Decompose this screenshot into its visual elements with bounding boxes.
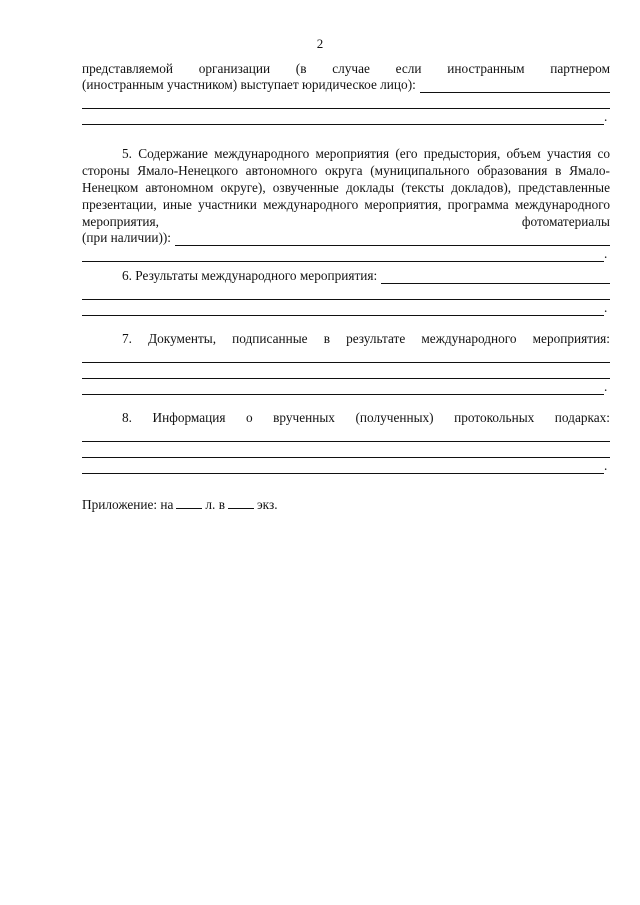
fill-blank[interactable]	[82, 426, 610, 442]
section-8-label: 8. Информация о врученных (полученных) протокольных подарках:	[122, 410, 610, 425]
end-punct: .	[604, 109, 608, 124]
section-6-label: 6. Результаты международного мероприятия:	[122, 268, 378, 283]
end-punct: .	[604, 246, 608, 261]
end-punct: .	[604, 300, 608, 315]
section-5-last-line	[82, 230, 610, 246]
fill-blank[interactable]	[175, 233, 610, 246]
fill-blank-end	[82, 109, 610, 125]
appendix-prefix: Приложение: на	[82, 497, 174, 512]
end-punct: .	[604, 458, 608, 473]
appendix-suffix: экз.	[256, 497, 278, 512]
fill-blank[interactable]	[420, 80, 610, 93]
fill-blank[interactable]	[82, 347, 610, 363]
sheets-count-blank[interactable]	[176, 496, 202, 509]
end-punct: .	[604, 379, 608, 394]
section-5-label: (при наличии)):	[82, 230, 171, 245]
intro-label: (иностранным участником) выступает юридическое лицо):	[82, 77, 416, 92]
fill-blank-end	[82, 246, 610, 262]
appendix-line	[82, 496, 610, 513]
page-number: 2	[316, 36, 324, 51]
fill-blank-end	[82, 458, 610, 474]
intro-line-2	[82, 77, 610, 93]
intro-line-1: представляемой организации (в случае если иностранным партнером	[82, 61, 610, 76]
fill-blank[interactable]	[82, 284, 610, 300]
fill-blank[interactable]	[82, 461, 604, 474]
fill-blank[interactable]	[82, 442, 610, 458]
section-7-label: 7. Документы, подписанные в результате международного мероприятия:	[122, 331, 610, 346]
section-6-heading	[82, 268, 610, 284]
fill-blank[interactable]	[82, 249, 604, 262]
fill-blank-end	[82, 379, 610, 395]
fill-blank[interactable]	[82, 303, 604, 316]
fill-blank[interactable]	[82, 93, 610, 109]
fill-blank[interactable]	[82, 363, 610, 379]
copies-count-blank[interactable]	[228, 496, 254, 509]
appendix-middle: л. в	[205, 497, 225, 512]
section-5-text: 5. Содержание международного мероприятия (его предыстория, объем участия со стороны Ямало-Ненецкого автономного округа (муниципального образования в Ямало-Ненецком автономном округе), озвученные доклады (тексты докладов), представленные презентации, иные участники международного мероприятия, программа международного мероприятия, фотоматериалы	[82, 146, 610, 229]
document-body	[82, 60, 610, 513]
fill-blank-end	[82, 300, 610, 316]
fill-blank[interactable]	[82, 382, 604, 395]
fill-blank[interactable]	[82, 112, 604, 125]
fill-blank[interactable]	[381, 271, 610, 284]
